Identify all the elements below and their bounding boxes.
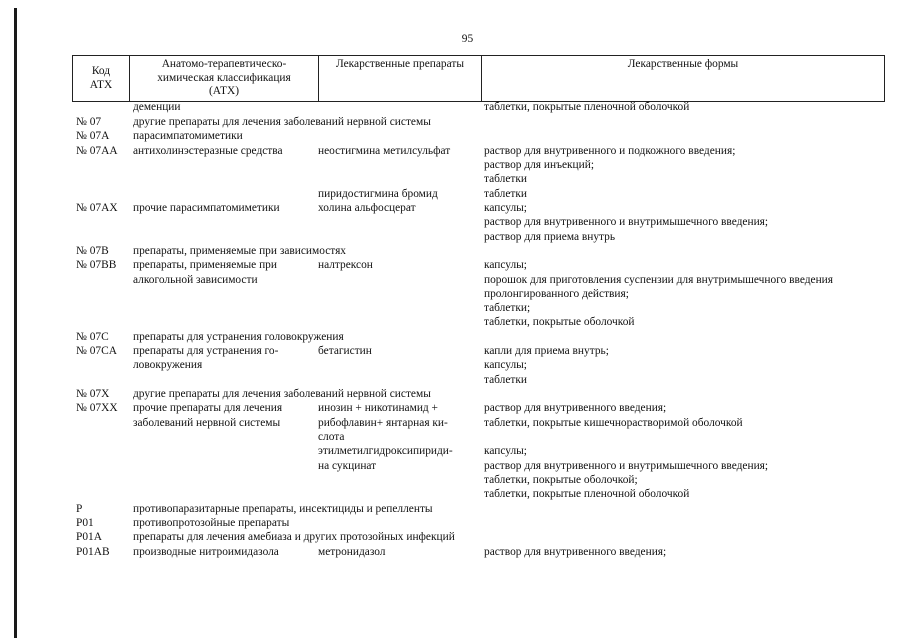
atc-classification: препараты, применяемые при [133, 259, 277, 271]
atc-code: P01AB [76, 546, 110, 558]
atc-code: № 07X [76, 388, 110, 400]
dosage-form: раствор для внутривенного и подкожного введения; [484, 145, 736, 157]
header-forms: Лекарственные формы [627, 58, 739, 70]
drug-name: неостигмина метилсульфат [318, 145, 451, 157]
atc-code: № 07B [76, 245, 109, 257]
atc-code: № 07AX [76, 202, 118, 214]
atc-code: P [76, 503, 83, 515]
atc-code: № 07C [76, 331, 109, 343]
dosage-form: раствор для инъекций; [484, 159, 595, 171]
dosage-form: раствор для приема внутрь [484, 231, 616, 243]
page-edge-line [14, 8, 17, 638]
dosage-form: раствор для внутривенного и внутримышечного введения; [484, 216, 769, 228]
atc-classification: прочие парасимпатомиметики [133, 202, 280, 214]
dosage-form: таблетки, покрытые пленочной оболочкой [484, 101, 690, 113]
atc-code: P01A [76, 531, 102, 543]
atc-classification: препараты для устранения головокружения [133, 331, 344, 343]
drug-name: этилметилгидроксипириди- [318, 445, 453, 457]
dosage-form: таблетки [484, 173, 528, 185]
page-number: 95 [461, 33, 474, 45]
dosage-form: раствор для внутривенного и внутримышечного введения; [484, 460, 769, 472]
header-code: Код АТХ [89, 65, 113, 91]
atc-classification: антихолинэстеразные средства [133, 145, 283, 157]
dosage-form: пролонгированного действия; [484, 288, 629, 300]
atc-code: № 07 [76, 116, 102, 128]
atc-classification: препараты для лечения амебиаза и других протозойных инфекций [133, 531, 455, 543]
drug-name: налтрексон [318, 259, 373, 271]
dosage-form: капсулы; [484, 359, 527, 371]
dosage-form: таблетки [484, 188, 528, 200]
atc-code: № 07XX [76, 402, 118, 414]
atc-code: № 07A [76, 130, 110, 142]
dosage-form: таблетки, покрытые пленочной оболочкой [484, 488, 690, 500]
atc-classification: прочие препараты для лечения [133, 402, 283, 414]
dosage-form: таблетки, покрытые оболочкой [484, 316, 635, 328]
dosage-form: раствор для внутривенного введения; [484, 546, 667, 558]
drug-name: метронидазол [318, 546, 386, 558]
drug-name: инозин + никотинамид + [318, 402, 438, 414]
dosage-form: капсулы; [484, 259, 527, 271]
atc-code: № 07BB [76, 259, 117, 271]
atc-classification: препараты для устранения го- [133, 345, 279, 357]
atc-classification: производные нитроимидазола [133, 546, 279, 558]
atc-classification: препараты, применяемые при зависимостях [133, 245, 347, 257]
dosage-form: раствор для внутривенного введения; [484, 402, 667, 414]
drug-name: слота [318, 431, 345, 443]
atc-classification: заболеваний нервной системы [133, 417, 281, 429]
atc-code: № 07CA [76, 345, 117, 357]
dosage-form: капсулы; [484, 202, 527, 214]
atc-classification: деменции [133, 101, 181, 113]
atc-code: P01 [76, 517, 94, 529]
dosage-form: порошок для приготовления суспензии для внутримышечного введения [484, 274, 834, 286]
atc-classification: противопротозойные препараты [133, 517, 290, 529]
table-header [72, 55, 885, 102]
atc-classification: другие препараты для лечения заболеваний нервной системы [133, 388, 431, 400]
dosage-form: капли для приема внутрь; [484, 345, 609, 357]
drug-name: пиридостигмина бромид [318, 188, 438, 200]
atc-classification: противопаразитарные препараты, инсектициды и репелленты [133, 503, 433, 515]
dosage-form: таблетки, покрытые кишечнорастворимой оболочкой [484, 417, 743, 429]
header-classification: Анатомо-терапевтическо- химическая классификация (АТХ) [157, 58, 291, 98]
dosage-form: таблетки [484, 374, 528, 386]
drug-name: холина альфосцерат [318, 202, 416, 214]
header-drugs: Лекарственные препараты [335, 58, 465, 70]
dosage-form: таблетки; [484, 302, 531, 314]
dosage-form: капсулы; [484, 445, 527, 457]
atc-code: № 07AA [76, 145, 118, 157]
atc-classification: ловокружения [133, 359, 203, 371]
drug-name: бетагистин [318, 345, 372, 357]
drug-name: на сукцинат [318, 460, 377, 472]
dosage-form: таблетки, покрытые оболочкой; [484, 474, 638, 486]
atc-classification: алкогольной зависимости [133, 274, 258, 286]
atc-classification: парасимпатомиметики [133, 130, 243, 142]
drug-name: рибофлавин+ янтарная ки- [318, 417, 448, 429]
atc-classification: другие препараты для лечения заболеваний нервной системы [133, 116, 431, 128]
